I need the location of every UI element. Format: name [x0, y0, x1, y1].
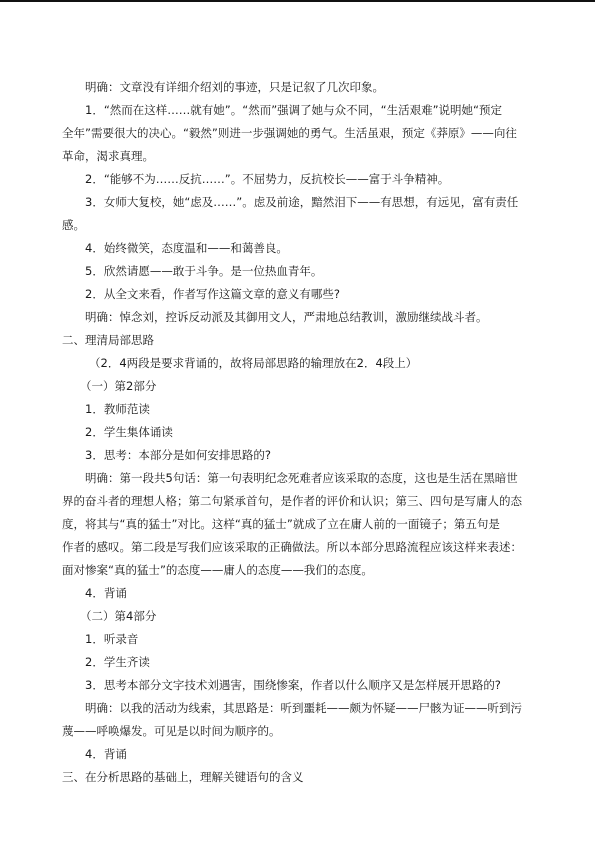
text-line: 3．女师大复校，她“虑及……”。虑及前途，黯然泪下——有思想，有远见，富有责任	[85, 195, 519, 209]
text-line: 明确：悼念刘，控诉反动派及其御用文人，严肃地总结教训，激励继续战斗者。	[85, 310, 488, 324]
text-line: 明确：文章没有详细介绍刘的事迹，只是记叙了几次印象。	[85, 80, 384, 94]
text-line: 4．背诵	[85, 586, 127, 600]
text-line: 1．听录音	[85, 632, 139, 646]
text-line: 1．教师范读	[85, 402, 150, 416]
text-line: 4．背诵	[85, 747, 127, 761]
text-line: 全年”需要很大的决心。“毅然”则进一步强调她的勇气。生活虽艰，预定《莽原》——向往	[62, 126, 517, 140]
text-line: 3．思考本部分文字技术刘遇害，围绕惨案，作者以什么顺序又是怎样展开思路的?	[85, 678, 501, 692]
page-top-rule	[0, 0, 595, 2]
text-line: （2．4两段是要求背诵的，故将局部思路的输理放在2．4段上）	[89, 356, 418, 370]
text-line: 蔑——呼唤爆发。可见是以时间为顺序的。	[62, 724, 281, 738]
text-line: 2．学生集体诵读	[85, 425, 173, 439]
text-line: 2．学生齐读	[85, 655, 150, 669]
text-line: 明确：以我的活动为线索，其思路是：听到噩耗——颇为怀疑——尸骸为证——听到污	[85, 701, 522, 715]
text-line: 4．始终微笑，态度温和——和蔼善良。	[85, 241, 288, 255]
subsection-heading: （一）第2部分	[80, 379, 157, 393]
text-line: 明确：第一段共5句话：第一句表明纪念死难者应该采取的态度，这也是生活在黑暗世	[85, 471, 518, 485]
text-line: 1．“然而在这样……就有她”。“然而”强调了她与众不同，“生活艰难”说明她“预定	[85, 103, 503, 117]
section-heading: 二、理清局部思路	[62, 333, 154, 347]
text-line: 度，将其与“真的猛士”对比。这样“真的猛士”就成了立在庸人前的一面镜子；第五句是	[62, 517, 500, 531]
text-line: 作者的感叹。第二段是写我们应该采取的正确做法。所以本部分思路流程应该这样来表述：	[62, 540, 522, 554]
text-line: 5．欣然请愿——敢于斗争。是一位热血青年。	[85, 264, 323, 278]
subsection-heading: （二）第4部分	[80, 609, 157, 623]
text-line: 界的奋斗者的理想人格；第二句紧承首句，是作者的评价和认识；第三、四句是写庸人的态	[62, 494, 522, 508]
text-line: 2．从全文来看，作者写作这篇文章的意义有哪些?	[85, 287, 340, 301]
document-body	[62, 76, 540, 789]
text-line: 3．思考：本部分是如何安排思路的?	[85, 448, 271, 462]
section-heading: 三、在分析思路的基础上，理解关键语句的含义	[62, 770, 304, 784]
text-line: 革命，渴求真理。	[62, 149, 154, 163]
text-line: 感。	[62, 218, 85, 232]
text-line: 面对惨案“真的猛士”的态度——庸人的态度——我们的态度。	[62, 563, 373, 577]
text-line: 2．“能够不为……反抗……”。不屈势力，反抗校长——富于斗争精神。	[85, 172, 450, 186]
